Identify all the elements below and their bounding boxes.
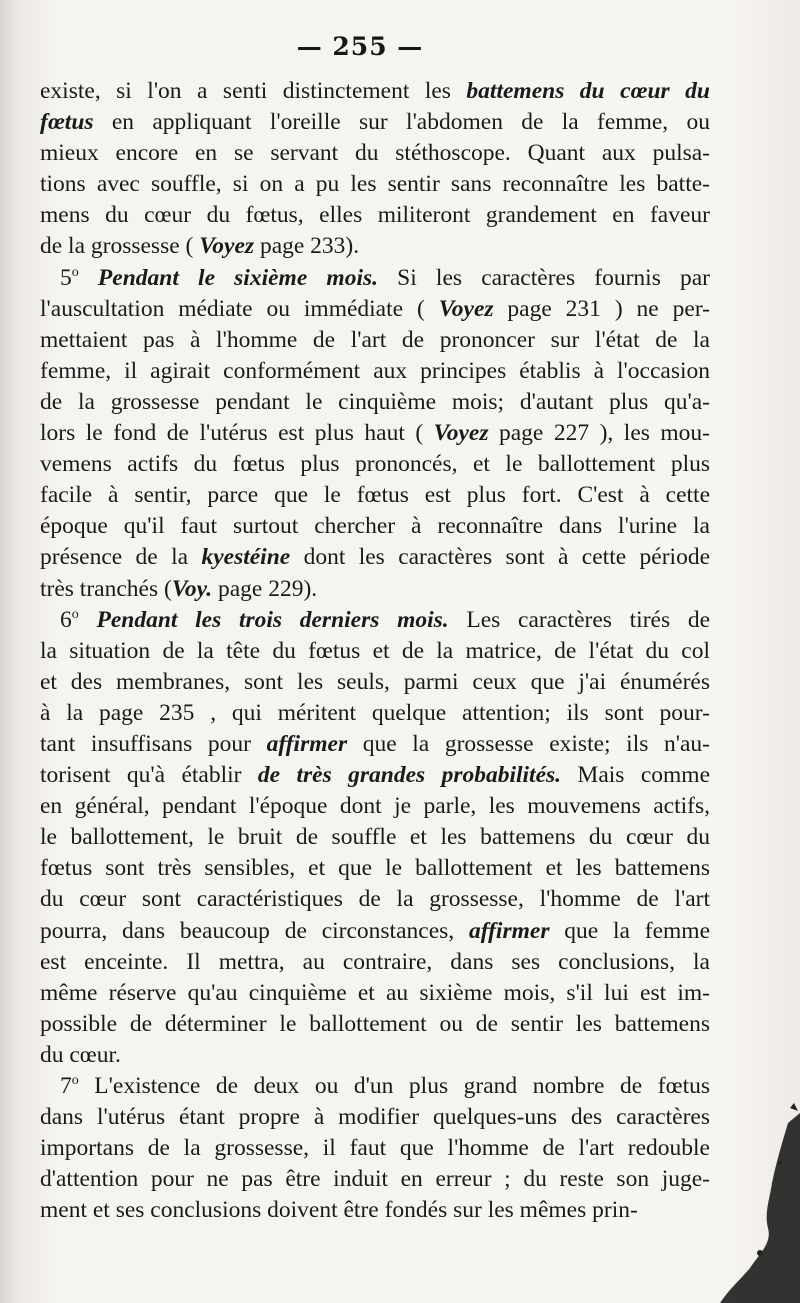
text-segment: mens du cœur du fœtus, elles militeront grandement en faveur — [40, 202, 710, 229]
italic-phrase: Pendant les trois derniers mois. — [96, 606, 449, 633]
text-segment: tions avec souffle, si on a pu les sentir sans reconnaître les batte- — [40, 171, 710, 198]
text-line — [40, 636, 710, 667]
text-segment: ment et ses conclusions doivent être fondés sur les mêmes prin- — [40, 1197, 638, 1224]
text-segment: page 229). — [212, 575, 318, 602]
text-segment: Les caractères tirés de — [448, 606, 710, 633]
text-line — [40, 325, 710, 356]
italic-phrase: Voyez — [199, 233, 255, 260]
text-segment: la situation de la tête du fœtus et de la matrice, de l'état du col — [40, 637, 710, 664]
text-segment: vemens actifs du fœtus plus prononcés, et le ballottement plus — [40, 451, 710, 478]
text-line — [40, 107, 710, 138]
text-line — [40, 574, 710, 605]
text-line — [40, 729, 710, 760]
superscript: o — [71, 264, 79, 280]
text-segment: mettaient pas à l'homme de l'art de prononcer sur l'état de la — [40, 326, 710, 353]
text-segment: le ballottement, le bruit de souffle et les battemens du cœur du — [40, 824, 710, 851]
text-line — [40, 978, 710, 1009]
text-line — [40, 822, 710, 853]
text-segment: du cœur sont caractéristiques de la grossesse, l'homme de l'art — [40, 886, 710, 913]
text-segment: femme, il agirait conformément aux principes établis à l'occasion — [40, 357, 710, 384]
text-line — [40, 605, 710, 636]
text-segment: page 231 ) ne per- — [493, 295, 710, 322]
text-line — [40, 200, 710, 231]
text-line — [40, 791, 710, 822]
text-segment: dont les caractères sont à cette période — [290, 544, 710, 571]
italic-phrase: battemens du cœur du — [466, 78, 710, 104]
text-segment: est enceinte. Il mettra, au contraire, dans ses conclusions, la — [40, 948, 710, 975]
text-segment: même réserve qu'au cinquième et au sixième mois, s'il lui est im- — [40, 979, 710, 1006]
ink-stain-mark — [690, 1103, 800, 1303]
text-segment: 6 — [60, 606, 72, 633]
text-segment: lors le fond de l'utérus est plus haut ( — [40, 420, 434, 447]
text-segment: Mais comme — [561, 762, 711, 789]
italic-phrase: affirmer — [468, 917, 550, 944]
text-segment: du cœur. — [40, 1041, 121, 1068]
page-edge-shadow — [0, 0, 18, 1303]
text-segment: facile à sentir, parce que le fœtus est plus fort. C'est à cette — [40, 482, 710, 509]
text-segment: d'attention pour ne pas être induit en erreur ; du reste son juge- — [40, 1166, 710, 1193]
text-line — [40, 916, 710, 947]
text-segment: dans l'utérus étant propre à modifier quelques-uns des caractères — [40, 1104, 710, 1131]
text-line — [40, 480, 710, 511]
text-segment: 7 — [60, 1073, 72, 1099]
text-segment: que la grossesse existe; ils n'au- — [347, 730, 710, 757]
text-segment: possible de déterminer le ballottement ou de sentir les battemens — [40, 1010, 710, 1037]
text-line — [40, 1102, 710, 1133]
text-segment: tant insuffisans pour — [40, 730, 267, 757]
text-line — [40, 356, 710, 387]
text-line — [40, 1164, 710, 1195]
italic-phrase: Voyez — [433, 420, 489, 447]
text-line — [40, 853, 710, 884]
text-segment: L'existence de deux ou d'un plus grand nombre de fœtus — [78, 1073, 710, 1099]
text-line — [40, 1009, 710, 1040]
text-line — [40, 511, 710, 542]
italic-phrase: Pendant le sixième mois. — [97, 264, 378, 291]
text-line — [40, 947, 710, 978]
text-segment: de la grossesse pendant le cinquième mois; d'autant plus qu'a- — [40, 388, 710, 415]
text-line — [40, 263, 710, 294]
text-line — [40, 698, 710, 729]
italic-phrase: Voy. — [171, 575, 213, 602]
superscript: o — [71, 1073, 79, 1089]
text-segment: page 233). — [254, 233, 360, 260]
text-line — [40, 667, 710, 698]
text-line — [40, 542, 710, 573]
italic-phrase: kyestéine — [201, 544, 291, 571]
text-line — [40, 418, 710, 449]
italic-phrase: fœtus — [40, 109, 94, 136]
text-segment: page 227 ), les mou- — [488, 420, 710, 447]
text-segment: très tranchés ( — [40, 575, 172, 602]
italic-phrase: Voyez — [438, 295, 494, 322]
text-line — [40, 76, 710, 107]
text-line — [40, 1071, 710, 1102]
text-segment: importans de la grossesse, il faut que l'homme de l'art redouble — [40, 1135, 710, 1162]
text-segment: torisent qu'à établir — [40, 762, 258, 789]
text-segment: présence de la — [40, 544, 202, 571]
text-segment: que la femme — [549, 917, 710, 944]
text-segment: existe, si l'on a senti distinctement les — [40, 78, 467, 104]
text-segment — [79, 265, 98, 291]
text-line — [40, 884, 710, 915]
body-text — [40, 76, 710, 1226]
text-segment: en général, pendant l'époque dont je parle, les mouvemens actifs, — [40, 793, 710, 820]
text-segment: à la page 235 , qui méritent quelque attention; ils sont pour- — [40, 699, 710, 726]
text-line — [40, 449, 710, 480]
text-segment: Si les caractères fournis par — [378, 264, 711, 291]
text-segment: pourra, dans beaucoup de circonstances, — [40, 917, 469, 944]
text-line — [40, 169, 710, 200]
text-segment: époque qu'il faut surtout chercher à reconnaître dans l'urine la — [40, 513, 710, 540]
text-segment: en appliquant l'oreille sur l'abdomen de la femme, ou — [93, 109, 710, 136]
text-line — [40, 387, 710, 418]
italic-phrase: de très grandes probabilités. — [257, 762, 562, 789]
text-segment: et des membranes, sont les seuls, parmi ceux que j'ai énumérés — [40, 668, 710, 695]
page-number: — 255 — — [296, 32, 424, 61]
text-segment: 5 — [60, 264, 72, 291]
text-segment: mieux encore en se servant du stéthoscope. Quant aux pulsa- — [40, 140, 710, 167]
text-line — [40, 1133, 710, 1164]
text-segment: l'auscultation médiate ou immédiate ( — [40, 295, 439, 322]
italic-phrase: affirmer — [266, 730, 348, 757]
text-line — [40, 1040, 710, 1071]
text-line — [40, 760, 710, 791]
text-segment: fœtus sont très sensibles, et que le ballottement et les battemens — [40, 855, 710, 882]
text-segment — [79, 607, 97, 633]
text-line — [40, 138, 710, 169]
superscript: o — [71, 606, 79, 622]
text-line — [40, 1195, 710, 1226]
text-line — [40, 294, 710, 325]
text-line — [40, 231, 710, 262]
text-segment: de la grossesse ( — [40, 233, 200, 260]
